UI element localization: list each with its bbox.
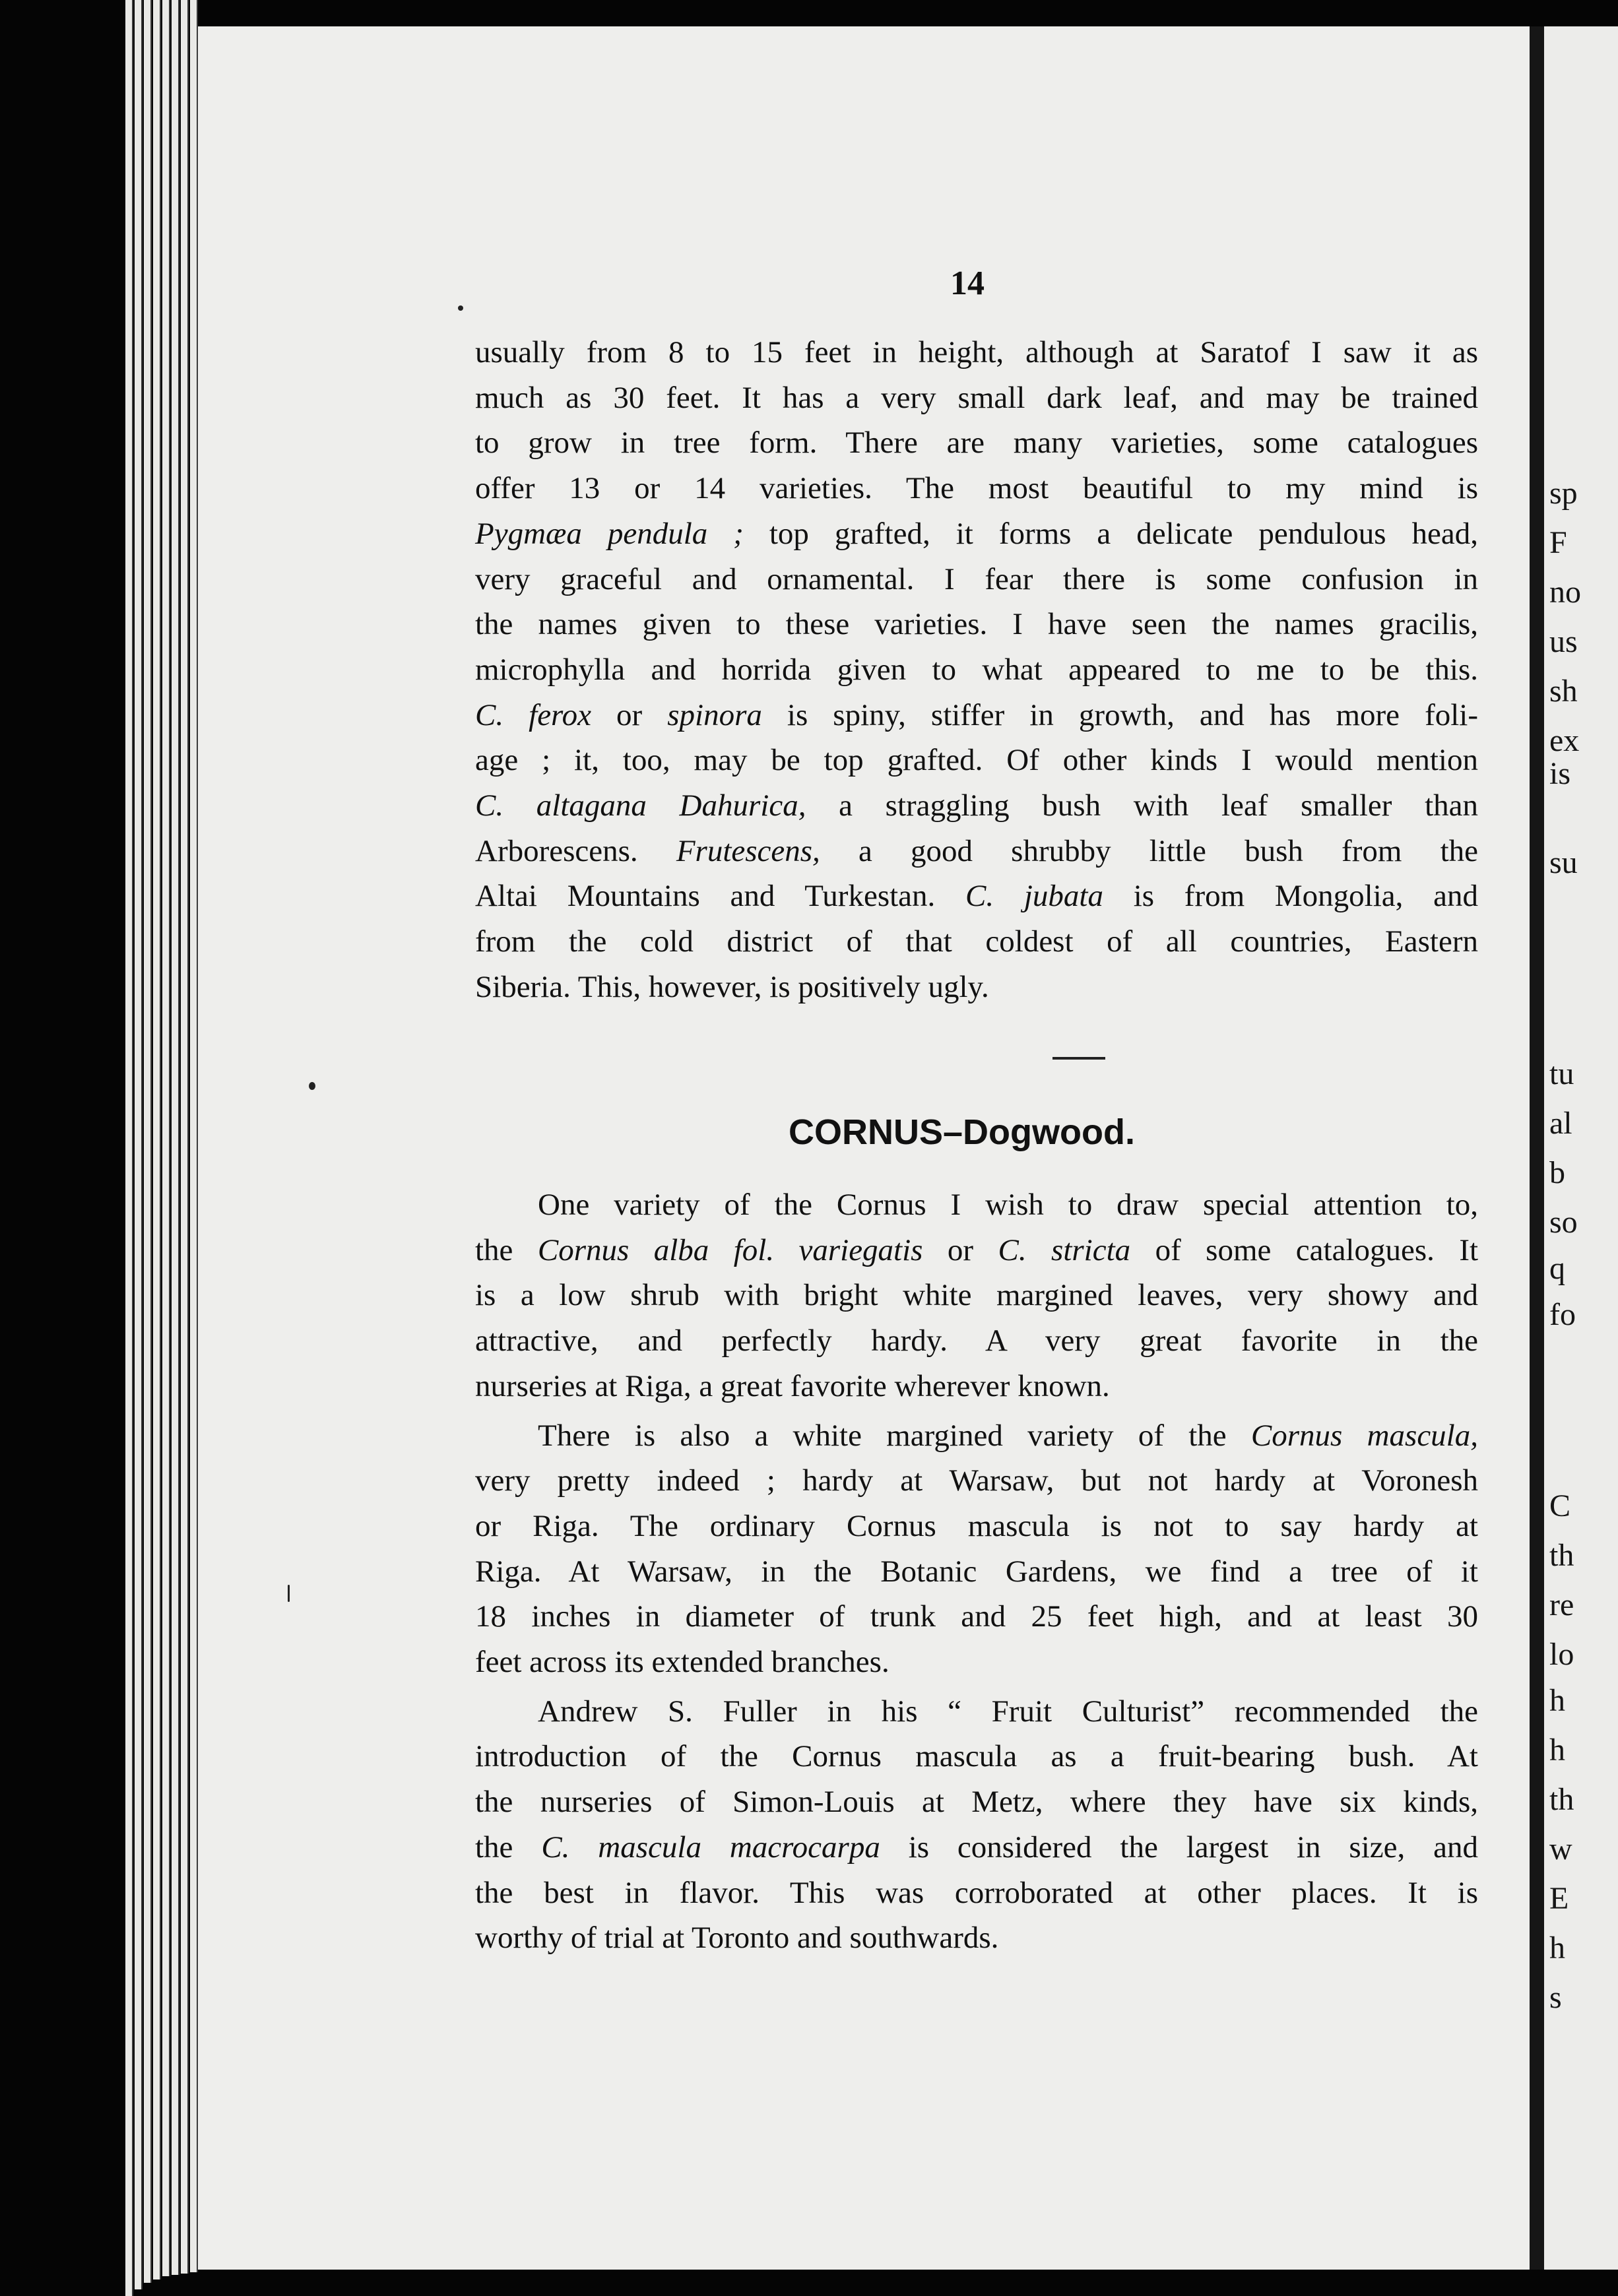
- text-line: [475, 330, 1478, 375]
- text-run: There is also a white margined variety of the: [538, 1418, 1251, 1453]
- text-line: [475, 783, 1478, 829]
- facing-page-text-fragment: h: [1549, 1683, 1565, 1718]
- facing-page-text-fragment: F: [1549, 525, 1567, 560]
- text-run: to grow in tree form. There are many varieties, some catalogues: [475, 426, 1478, 461]
- text-run: very graceful and ornamental. I fear there is some confusion in: [475, 561, 1478, 596]
- text-run: very pretty indeed ; hardy at Warsaw, but not hardy at Voronesh: [475, 1463, 1478, 1498]
- text-run: or: [922, 1232, 998, 1267]
- text-run: is a low shrub with bright white margined leaves, very showy and: [475, 1278, 1478, 1313]
- text-run: Altai Mountains and Turkestan.: [475, 879, 966, 914]
- text-line: [475, 1182, 1478, 1228]
- section-body: [475, 1182, 1478, 1961]
- text-run: the: [475, 1830, 542, 1865]
- italic-term: C. altagana Dahurica,: [475, 788, 806, 823]
- ink-speck: [309, 1082, 315, 1090]
- text-line: [475, 1364, 1478, 1409]
- italic-term: spinora: [667, 697, 762, 732]
- text-line: [475, 647, 1478, 693]
- text-line: [475, 829, 1478, 874]
- text-run: offer 13 or 14 varieties. The most beautiful to my mind is: [475, 471, 1478, 506]
- facing-page-text-fragment: re: [1549, 1587, 1574, 1622]
- paragraph: [475, 1689, 1478, 1961]
- text-line: [475, 738, 1478, 783]
- text-line: [475, 466, 1478, 511]
- text-run: from the cold district of that coldest of all countries, Eastern: [475, 924, 1478, 959]
- text-run: of some catalogues. It: [1130, 1232, 1479, 1267]
- text-run: is considered the largest in size, and: [880, 1830, 1478, 1865]
- text-run: Siberia. This, however, is positively ugly.: [475, 969, 989, 1004]
- paragraph: [475, 1182, 1478, 1409]
- text-line: [475, 1870, 1478, 1916]
- page-edge: [162, 0, 170, 2276]
- facing-page-text-fragment: b: [1549, 1155, 1565, 1190]
- section-heading: CORNUS–Dogwood.: [789, 1112, 1135, 1152]
- text-line: [475, 602, 1478, 647]
- italic-term: Pygmæa pendula ;: [475, 516, 744, 551]
- text-line: [475, 375, 1478, 421]
- text-run: the: [475, 1232, 538, 1267]
- text-line: [475, 511, 1478, 557]
- page-edge: [172, 0, 179, 2275]
- text-line: [475, 1825, 1478, 1870]
- text-line: [475, 919, 1478, 965]
- text-line: [475, 1640, 1478, 1685]
- facing-page-text-fragment: h: [1549, 1930, 1565, 1965]
- italic-term: C. stricta: [998, 1232, 1131, 1267]
- facing-page-text-fragment: no: [1549, 575, 1581, 610]
- facing-page-text-fragment: so: [1549, 1205, 1578, 1240]
- facing-page-fragment: [1544, 26, 1618, 2270]
- text-line: [475, 874, 1478, 919]
- text-run: top grafted, it forms a delicate pendulous head,: [743, 516, 1478, 551]
- facing-page-text-fragment: us: [1549, 624, 1578, 659]
- facing-page-text-fragment: sp: [1549, 476, 1578, 511]
- text-run: 18 inches in diameter of trunk and 25 feet high, and at least 30: [475, 1599, 1478, 1634]
- page-edge: [153, 0, 161, 2280]
- book-gutter: [1530, 26, 1544, 2270]
- text-run: a good shrubby little bush from the: [820, 833, 1478, 868]
- facing-page-text-fragment: w: [1549, 1832, 1572, 1866]
- facing-page-text-fragment: sh: [1549, 674, 1578, 709]
- text-line: [475, 1689, 1478, 1735]
- facing-page-text-fragment: q: [1549, 1251, 1565, 1286]
- text-run: is spiny, stiffer in growth, and has more foli-: [761, 697, 1479, 732]
- text-line: [475, 1915, 1478, 1961]
- italic-term: C. mascula macrocarpa: [541, 1830, 880, 1865]
- text-run: Riga. At Warsaw, in the Botanic Gardens, we find a tree of it: [475, 1554, 1478, 1589]
- text-line: [475, 1228, 1478, 1273]
- facing-page-text-fragment: h: [1549, 1733, 1565, 1768]
- page-edge: [181, 0, 189, 2274]
- text-line: [475, 420, 1478, 466]
- page-edge: [125, 0, 133, 2296]
- ink-speck: [288, 1585, 290, 1602]
- text-run: Andrew S. Fuller in his “ Fruit Culturist” recommended the: [538, 1694, 1478, 1729]
- text-line: [475, 1594, 1478, 1640]
- page-edge: [135, 0, 143, 2289]
- facing-page-text-fragment: al: [1549, 1106, 1572, 1141]
- text-run: much as 30 feet. It has a very small dark leaf, and may be trained: [475, 380, 1478, 415]
- text-run: nurseries at Riga, a great favorite wherever known.: [475, 1368, 1110, 1403]
- text-run: the names given to these varieties. I have seen the names gracilis,: [475, 607, 1478, 642]
- facing-page-text-fragment: fo: [1549, 1297, 1576, 1332]
- text-line: [475, 557, 1478, 602]
- facing-page-text-fragment: s: [1549, 1980, 1562, 2015]
- page-number: 14: [950, 265, 985, 302]
- facing-page-text-fragment: th: [1549, 1538, 1574, 1573]
- text-line: [475, 965, 1478, 1010]
- facing-page-text-fragment: C: [1549, 1488, 1571, 1523]
- text-line: [475, 1318, 1478, 1364]
- page-edge: [144, 0, 152, 2283]
- text-run: age ; it, too, may be top grafted. Of other kinds I would mention: [475, 743, 1478, 778]
- text-run: introduction of the Cornus mascula as a fruit-bearing bush. At: [475, 1739, 1478, 1774]
- page-edge: [190, 0, 198, 2272]
- text-line: [475, 1413, 1478, 1459]
- text-run: microphylla and horrida given to what appeared to me to be this.: [475, 652, 1478, 687]
- ink-speck: [458, 305, 463, 311]
- italic-term: C. ferox: [475, 697, 591, 732]
- facing-page-text-fragment: ex: [1549, 723, 1580, 758]
- text-run: is from Mongolia, and: [1103, 879, 1478, 914]
- facing-page-text-fragment: th: [1549, 1782, 1574, 1817]
- facing-page-text-fragment: E: [1549, 1881, 1569, 1916]
- section-separator: [1052, 1057, 1105, 1060]
- italic-term: Cornus mascula,: [1250, 1418, 1478, 1453]
- text-run: the best in flavor. This was corroborated at other places. It is: [475, 1875, 1478, 1910]
- text-run: or: [591, 697, 668, 732]
- facing-page-text-fragment: tu: [1549, 1056, 1574, 1091]
- text-line: [475, 1504, 1478, 1549]
- continued-paragraph: [475, 330, 1478, 1010]
- text-run: One variety of the Cornus I wish to draw special attention to,: [538, 1188, 1478, 1222]
- text-run: feet across its extended branches.: [475, 1645, 890, 1680]
- text-run: the nurseries of Simon-Louis at Metz, where they have six kinds,: [475, 1785, 1478, 1820]
- text-line: [475, 693, 1478, 738]
- text-run: or Riga. The ordinary Cornus mascula is not to say hardy at: [475, 1508, 1478, 1543]
- text-line: [475, 1779, 1478, 1825]
- text-line: [475, 1549, 1478, 1595]
- paragraph: [475, 1413, 1478, 1685]
- facing-page-text-fragment: su: [1549, 845, 1578, 880]
- text-line: [475, 1273, 1478, 1318]
- italic-term: Cornus alba fol. variegatis: [537, 1232, 923, 1267]
- text-line: [475, 1734, 1478, 1779]
- italic-term: Frutescens,: [676, 833, 820, 868]
- text-run: usually from 8 to 15 feet in height, although at Saratof I saw it as: [475, 335, 1478, 369]
- facing-page-text-fragment: lo: [1549, 1637, 1574, 1672]
- text-run: a straggling bush with leaf smaller than: [806, 788, 1478, 823]
- text-run: Arborescens.: [475, 833, 676, 868]
- text-line: [475, 1458, 1478, 1504]
- italic-term: C. jubata: [965, 879, 1103, 914]
- text-run: attractive, and perfectly hardy. A very great favorite in the: [475, 1323, 1478, 1358]
- facing-page-text-fragment: is: [1549, 756, 1571, 791]
- text-run: worthy of trial at Toronto and southwards.: [475, 1921, 999, 1956]
